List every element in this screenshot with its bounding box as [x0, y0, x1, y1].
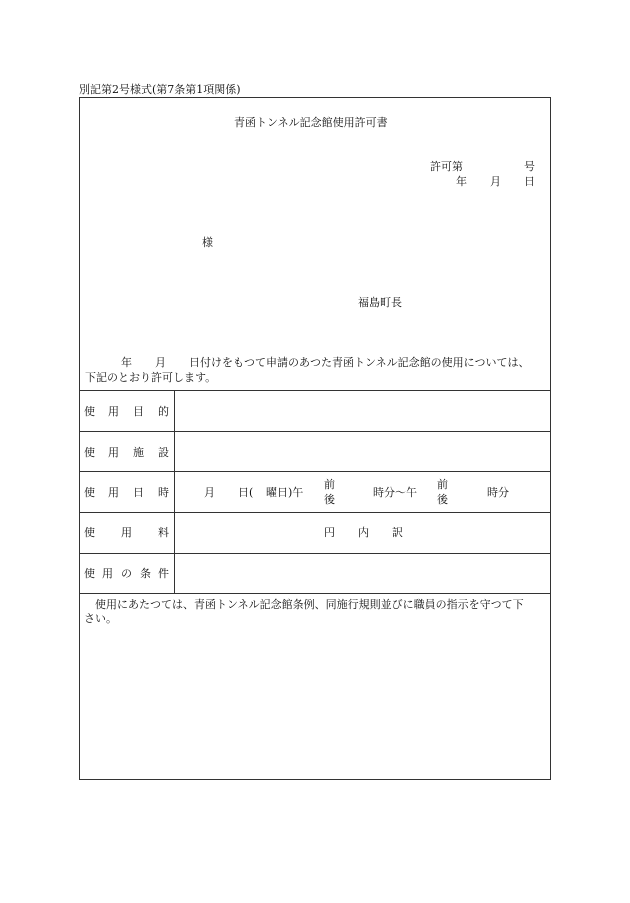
label-char: 用	[108, 405, 119, 418]
intro-text-line1: 日付けをもつて申請のあつた青函トンネル記念館の使用については、	[189, 356, 530, 369]
label-char: 用	[108, 486, 119, 499]
label-char: 使	[84, 405, 95, 418]
label-char: 使	[84, 526, 95, 539]
intro-year: 年	[121, 356, 132, 369]
table-top-rule	[79, 390, 551, 391]
pm-marker: 後	[437, 493, 448, 506]
permit-form-frame	[79, 97, 551, 780]
label-char: 使	[84, 567, 95, 580]
label-char: 使	[84, 486, 95, 499]
intro-text-line2: 下記のとおり許可します。	[85, 371, 217, 384]
label-char: 用	[108, 446, 119, 459]
row-divider	[79, 471, 551, 472]
label-char: 設	[158, 446, 169, 459]
am-marker: 前	[437, 478, 448, 491]
fee-yen: 円	[324, 526, 335, 539]
permit-number-suffix: 号	[524, 160, 535, 173]
date-weekday: 曜日)午	[266, 486, 304, 499]
date-year-label: 年	[456, 175, 467, 188]
notice-text-line2: さい。	[84, 612, 117, 625]
intro-month: 月	[155, 356, 166, 369]
label-char: 件	[158, 567, 169, 580]
fee-breakdown-char: 訳	[392, 526, 403, 539]
pm-marker: 後	[324, 493, 335, 506]
time-from: 時分〜午	[373, 486, 417, 499]
date-month: 月	[204, 486, 215, 499]
label-char: 施	[133, 446, 144, 459]
document-title: 青函トンネル記念館使用許可書	[234, 116, 388, 129]
label-char: 料	[158, 526, 169, 539]
row-divider	[79, 431, 551, 432]
permit-number-label: 許可第	[430, 160, 463, 173]
label-char: 用	[121, 526, 132, 539]
issuer-name: 福島町長	[358, 296, 402, 309]
date-day: 日(	[238, 486, 254, 499]
label-char: 使	[84, 446, 95, 459]
label-char: の	[121, 567, 132, 580]
table-bottom-rule	[79, 593, 551, 594]
row-divider	[79, 553, 551, 554]
label-char: 条	[140, 567, 151, 580]
date-day-label: 日	[524, 175, 535, 188]
label-char: 用	[102, 567, 113, 580]
time-to: 時分	[487, 486, 509, 499]
am-marker: 前	[324, 478, 335, 491]
form-reference: 別記第2号様式(第7条第1項関係)	[79, 83, 241, 96]
label-char: 的	[158, 405, 169, 418]
label-char: 目	[133, 405, 144, 418]
label-column-divider	[174, 390, 175, 593]
row-divider	[79, 512, 551, 513]
label-char: 時	[158, 486, 169, 499]
recipient-honorific: 様	[202, 236, 213, 249]
notice-text-line1: 使用にあたつては、青函トンネル記念館条例、同施行規則並びに職員の指示を守つて下	[95, 598, 524, 611]
fee-breakdown-char: 内	[358, 526, 369, 539]
label-char: 日	[133, 486, 144, 499]
date-month-label: 月	[490, 175, 501, 188]
